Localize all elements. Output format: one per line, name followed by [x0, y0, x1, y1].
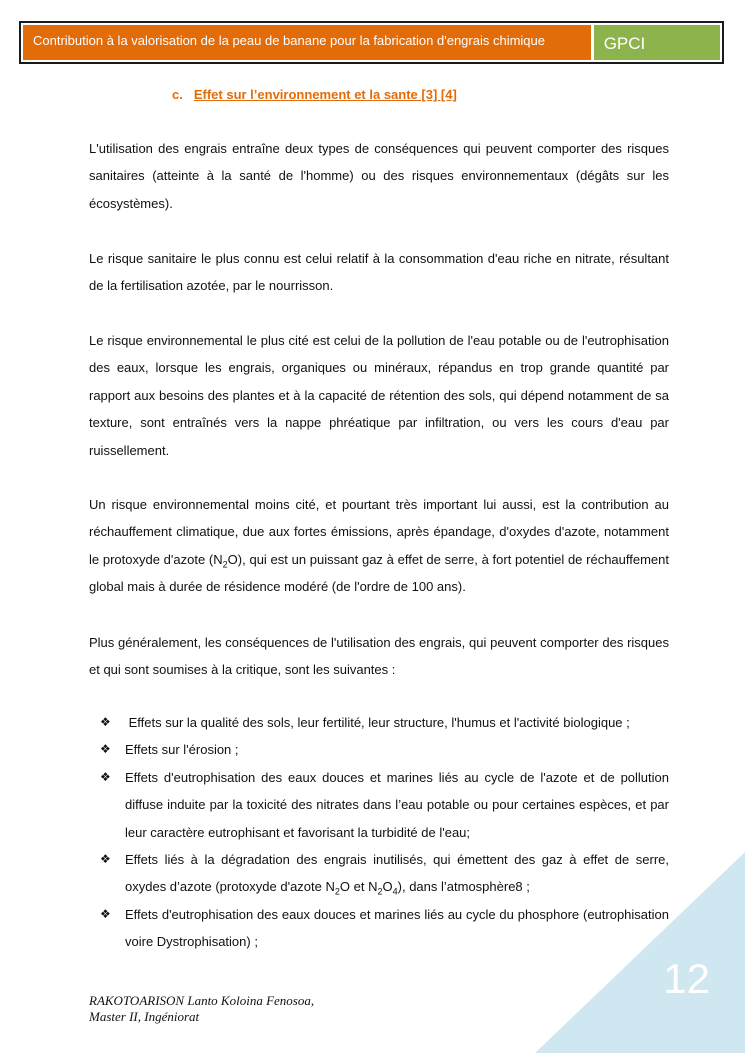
section-title: Effet sur l’environnement et la sante [3] [4] — [193, 87, 457, 102]
page-number: 12 — [663, 955, 710, 1002]
paragraph-consequences: L'utilisation des engrais entraîne deux types de conséquences qui peuvent comporter des risques sanitaires (atteinte à la santé de l'homme) ou des risques environnementaux (dégâts sur les écosystèmes). — [89, 141, 669, 211]
section-letter: c. — [172, 87, 183, 102]
diamond-bullet-icon: ❖ — [100, 906, 111, 921]
list-item-text: Effets sur la qualité des sols, leur fertilité, leur structure, l'humus et l'activité biologique ; — [125, 715, 630, 730]
footer-author: RAKOTOARISON Lanto Koloina Fenosoa, — [89, 993, 315, 1008]
diamond-bullet-icon: ❖ — [100, 742, 111, 757]
list-item-text: Effets d'eutrophisation des eaux douces et marines liés au cycle du phosphore (eutrophisation voire Dystrophisation) ; — [125, 906, 669, 950]
footer-degree: Master II, Ingéniorat — [89, 1009, 200, 1024]
diamond-bullet-icon: ❖ — [100, 769, 111, 784]
list-item-text: Effets d'eutrophisation des eaux douces et marines liés au cycle de l'azote et de pollution diffuse induite par la toxicité des nitrates dans l’eau potable ou pour certaines espèces, et par leur caractère eutrophisant et favorisant la turbidité de l'eau; — [125, 769, 669, 840]
paragraph-sanitary-risk: Le risque sanitaire le plus connu est celui relatif à la consommation d'eau riche en nitrate, résultant de la fertilisation azotée, par le nourrisson. — [89, 251, 669, 294]
diamond-bullet-icon: ❖ — [100, 852, 111, 867]
climate-text-a: Un risque environnemental moins cité, et pourtant très important lui aussi, est la contribution au réchauffement climatique, due aux fortes émissions, après épandage, d'oxydes d'azote, notamment le protoxyde d'azote (N — [89, 497, 669, 567]
list-item — [100, 709, 669, 736]
list-item — [100, 846, 669, 901]
list-item — [100, 764, 669, 846]
paragraph-climate-risk — [89, 491, 669, 601]
degradation-text-3: O — [382, 879, 393, 895]
paragraph-environmental-risk: Le risque environnemental le plus cité est celui de la pollution de l'eau potable ou de l'eutrophisation des eaux, lorsque les engrais, organiques ou minéraux, répandus en trop grande quantité par rapport aux besoins des plantes et à la capacité de rétention des sols, qui dépend notamment de sa texture, sont entraînés vers la nappe phréatique par infiltration, ou vers les cours d'eau par ruissellement. — [89, 333, 669, 458]
page-header — [19, 21, 724, 64]
degradation-sub-1: 2 — [334, 887, 340, 898]
header-title: Contribution à la valorisation de la peau de banane pour la fabrication d'engrais chimique — [23, 25, 591, 60]
degradation-text-1: Effets liés à la dégradation des engrais inutilisés, qui émettent des gaz à effet de serre, oxydes d’azote (protoxyde d'azote N — [125, 852, 669, 895]
page-footer — [89, 993, 314, 1025]
degradation-sub-2: 2 — [377, 887, 383, 898]
degradation-text-2: O et N — [339, 879, 378, 895]
list-item — [100, 736, 669, 763]
climate-sub: 2 — [222, 559, 228, 570]
diamond-bullet-icon: ❖ — [100, 715, 111, 729]
paragraph-general: Plus généralement, les conséquences de l'utilisation des engrais, qui peuvent comporter des risques et qui sont soumises à la critique, sont les suivantes : — [89, 635, 669, 678]
consequences-list — [100, 709, 669, 956]
section-heading — [172, 87, 457, 102]
header-code: GPCI — [594, 25, 720, 60]
degradation-sub-3: 4 — [392, 887, 398, 898]
climate-text-b: O), qui est un puissant gaz à effet de serre, à fort potentiel de réchauffement global mais à durée de résidence modéré (de l'ordre de 100 ans). — [89, 551, 670, 595]
list-item-text: Effets sur l'érosion ; — [125, 742, 239, 758]
list-item — [100, 901, 669, 956]
list-item-text — [125, 846, 669, 901]
degradation-text-4: ), dans l’atmosphère8 ; — [397, 879, 530, 895]
